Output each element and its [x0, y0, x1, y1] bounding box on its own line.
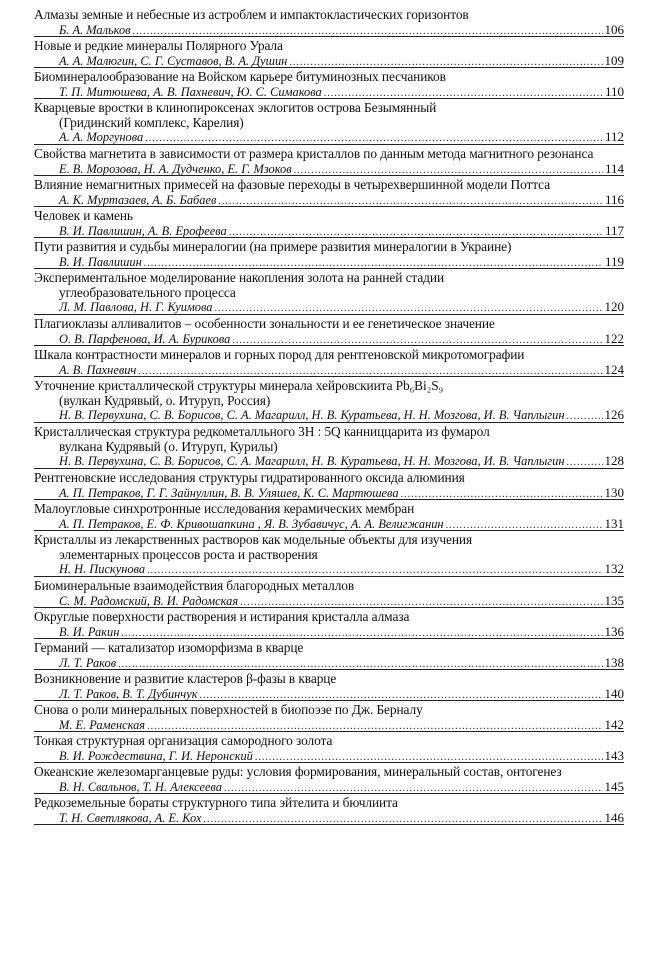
entry-authors: Н. В. Первухина, С. В. Борисов, С. А. Магарилл, Н. В. Куратьева, Н. Н. Мозгова, И. В. Чаплыгин: [59, 408, 565, 422]
entry-page-number: 117: [604, 222, 624, 238]
dot-leader: [566, 456, 602, 469]
entry-authors: А. А. Моргунова: [59, 130, 144, 144]
entry-authors: Т. П. Митюшева, А. В. Пахневич, Ю. С. Симакова: [59, 84, 322, 99]
entry-authors: О. В. Парфенова, И. А. Бурикова: [59, 331, 231, 346]
entry-title: Океанские железомарганцевые руды: условия формирования, минеральный состав, онтогенез: [34, 764, 562, 779]
entry-title: Снова о роли минеральных поверхностей в биопоэзе по Дж. Берналу: [34, 702, 423, 717]
dot-leader: [229, 226, 603, 239]
entry-page-number: 114: [604, 160, 624, 176]
entry-authors: А. В. Пахневич: [59, 362, 137, 377]
entry-title: Возникновение и развитие кластеров β-фазы в кварце: [34, 671, 337, 686]
toc-entry: [34, 732, 624, 763]
entry-author-line: [34, 408, 624, 423]
entry-title: Экспериментальное моделирование накопления золота на ранней стадии: [34, 270, 445, 285]
entry-authors: Л. М. Павлова, Н. Г. Куимова: [59, 300, 213, 314]
entry-page-number: 124: [604, 361, 624, 377]
entry-author-line: [34, 54, 624, 69]
entry-page-number: 110: [604, 83, 624, 99]
toc-entry: [34, 701, 624, 732]
toc-entry: [34, 469, 624, 500]
entry-page-number: 130: [604, 484, 624, 500]
entry-author-line: [34, 224, 624, 239]
dot-leader: [200, 689, 603, 702]
entry-page-number: 132: [604, 561, 624, 576]
entry-author-line: [34, 193, 624, 208]
entry-authors: А. А. Малюгин, С. Г. Суставов, В. А. Душин: [59, 53, 288, 68]
toc-entry: [34, 176, 624, 207]
entry-authors: С. М. Радомский, В. И. Радомская: [59, 593, 239, 608]
entry-page-number: 142: [604, 716, 624, 732]
dot-leader: [138, 365, 602, 378]
entry-author-line: [34, 749, 624, 764]
entry-page-number: 143: [604, 747, 624, 763]
entry-authors: Б. А. Мальков: [59, 22, 131, 37]
entry-author-line: [34, 687, 624, 702]
entry-authors: А. П. Петраков, Е. Ф. Кривошапкина , Я. В. Зубавичус, А. А. Велигжанин: [59, 516, 444, 531]
toc-entry: [34, 531, 624, 577]
entry-page-number: 112: [604, 129, 624, 144]
entry-authors: А. К. Муртазаев, А. Б. Бабаев: [59, 192, 217, 207]
entry-page-number: 119: [604, 253, 624, 269]
entry-page-number: 109: [604, 52, 624, 68]
entry-page-number: 120: [604, 299, 624, 314]
entry-authors: Е. В. Морозова, Н. А. Дудченко, Е. Г. Мзоков: [59, 161, 292, 176]
dot-leader: [446, 519, 603, 532]
dot-leader: [255, 751, 603, 764]
dot-leader: [118, 658, 602, 671]
toc-entry: [34, 670, 624, 701]
entry-author-line: [34, 363, 624, 378]
dot-leader: [289, 56, 602, 69]
dot-leader: [232, 334, 602, 347]
dot-leader: [144, 257, 603, 270]
toc-entry: [34, 207, 624, 238]
entry-page-number: 122: [604, 330, 624, 346]
entry-title: Свойства магнетита в зависимости от размера кристаллов по данным метода магнитного резонанса: [34, 146, 594, 161]
entry-title: Кристаллическая структура редкометалльного 3Н : 5Q канниццарита из фумарол: [34, 424, 490, 439]
entry-page-number: 138: [604, 654, 624, 670]
entry-authors: В. И. Павлишин: [59, 254, 142, 269]
entry-page-number: 131: [604, 515, 624, 531]
entry-authors: Н. Н. Пискунова: [59, 562, 146, 576]
entry-page-number: 136: [604, 623, 624, 639]
toc-entry: [34, 346, 624, 377]
toc-entry: [34, 68, 624, 99]
entry-title: Новые и редкие минералы Полярного Урала: [34, 38, 283, 53]
entry-author-line: [34, 718, 624, 733]
entry-title: Малоугловые синхротронные исследования керамических мембран: [34, 501, 415, 516]
table-of-contents: [34, 6, 624, 825]
toc-entry: [34, 577, 624, 608]
entry-title: Биоминеральные взаимодействия благородных металлов: [34, 578, 355, 593]
entry-authors: Н. В. Первухина, С. В. Борисов, С. А. Магарилл, Н. В. Куратьева, Н. Н. Мозгова, И. В. Чаплыгин: [59, 454, 565, 468]
dot-leader: [203, 813, 602, 826]
entry-author-line: [34, 625, 624, 640]
entry-title: Редкоземельные бораты структурного типа эйтелита и бючлиита: [34, 795, 398, 810]
toc-entry: [34, 6, 624, 37]
entry-page-number: 135: [604, 592, 624, 608]
dot-leader: [218, 195, 603, 208]
toc-entry: [34, 315, 624, 346]
entry-author-line: [34, 562, 624, 577]
dot-leader: [133, 25, 603, 38]
entry-author-line: [34, 517, 624, 532]
entry-authors: Т. Н. Светлякова, А. Е. Кох: [59, 810, 202, 825]
toc-entry: [34, 99, 624, 145]
entry-page-number: 145: [604, 778, 624, 794]
dot-leader: [121, 627, 602, 640]
entry-authors: Л. Т. Раков, В. Т. Дубинчук: [59, 686, 198, 701]
entry-page-number: 146: [604, 809, 624, 825]
entry-author-line: [34, 300, 624, 315]
toc-entry: [34, 145, 624, 176]
entry-authors: М. Е. Раменская: [59, 717, 146, 732]
entry-author-line: [34, 486, 624, 501]
entry-page-number: 128: [604, 453, 624, 468]
entry-title: (Гридинский комплекс, Карелия): [59, 114, 244, 130]
entry-authors: Л. Т. Раков: [59, 655, 117, 670]
toc-entry: [34, 608, 624, 639]
dot-leader: [145, 132, 603, 145]
entry-author-line: [34, 594, 624, 609]
entry-title: Пути развития и судьбы минералогии (на примере развития минералогии в Украине): [34, 239, 512, 254]
toc-entry: [34, 763, 624, 794]
toc-entry: [34, 238, 624, 269]
dot-leader: [566, 410, 602, 423]
entry-author-line: [34, 454, 624, 469]
toc-entry: [34, 269, 624, 315]
entry-author-line: [34, 162, 624, 177]
entry-author-line: [34, 23, 624, 38]
entry-title: Биоминералообразование на Войском карьере битуминозных песчаников: [34, 69, 446, 84]
entry-author-line: [34, 255, 624, 270]
dot-leader: [401, 488, 603, 501]
entry-title: элементарных процессов роста и растворения: [59, 546, 318, 562]
entry-author-line: [34, 130, 624, 145]
dot-leader: [215, 302, 603, 315]
entry-title: Тонкая структурная организация самородного золота: [34, 733, 333, 748]
entry-title: Округлые поверхности растворения и истирания кристалла алмаза: [34, 609, 410, 624]
entry-authors: В. И. Ракин: [59, 624, 120, 639]
entry-author-line: [34, 332, 624, 347]
entry-author-line: [34, 656, 624, 671]
entry-page-number: 116: [604, 191, 624, 207]
entry-title: Кварцевые вростки в клинопироксенах эклогитов острова Безымянный: [34, 100, 437, 115]
toc-entry: [34, 423, 624, 469]
toc-entry: [34, 377, 624, 423]
entry-authors: В. И. Рождествина, Г. И. Неронский: [59, 748, 253, 763]
entry-authors: В. И. Павлишин, А. В. Ерофеева: [59, 223, 227, 238]
entry-page-number: 106: [604, 21, 624, 37]
entry-title: Рентгеновские исследования структуры гидратированного оксида алюминия: [34, 470, 465, 485]
dot-leader: [224, 782, 603, 795]
entry-title: Плагиоклазы алливалитов – особенности зональности и ее генетическое значение: [34, 316, 495, 331]
dot-leader: [147, 564, 602, 577]
toc-entry: [34, 37, 624, 68]
toc-entry: [34, 794, 624, 825]
entry-page-number: 140: [604, 685, 624, 701]
entry-title: Кристаллы из лекарственных растворов как модельные объекты для изучения: [34, 532, 473, 547]
entry-title: Алмазы земные и небесные из астроблем и импактокластических горизонтов: [34, 7, 469, 22]
entry-title: Германий — катализатор изоморфизма в кварце: [34, 640, 304, 655]
dot-leader: [324, 87, 603, 100]
dot-leader: [294, 164, 603, 177]
dot-leader: [147, 720, 602, 733]
entry-page-number: 126: [604, 407, 624, 422]
entry-title: Человек и камень: [34, 208, 133, 223]
entry-authors: А. П. Петраков, Г. Г. Зайнуллин, В. В. Уляшев, К. С. Мартюшева: [59, 485, 399, 500]
dot-leader: [240, 596, 602, 609]
entry-title: вулкана Кудрявый (о. Итуруп, Курилы): [59, 438, 278, 454]
toc-entry: [34, 500, 624, 531]
entry-title: Шкала контрастности минералов и горных пород для рентгеновской микротомографии: [34, 347, 525, 362]
entry-title: Влияние немагнитных примесей на фазовые переходы в четырехвершинной модели Поттса: [34, 177, 551, 192]
entry-author-line: [34, 780, 624, 795]
entry-author-line: [34, 85, 624, 100]
toc-entry: [34, 639, 624, 670]
entry-author-line: [34, 811, 624, 826]
entry-title: (вулкан Кудрявый, о. Итуруп, Россия): [59, 392, 271, 408]
entry-authors: В. Н. Свальнов, Т. Н. Алексеева: [59, 779, 222, 794]
entry-title: Уточнение кристаллической структуры минерала хейровскиита Pb₆Bi₂S₉: [34, 378, 444, 393]
entry-title: углеобразовательного процесса: [59, 284, 236, 300]
